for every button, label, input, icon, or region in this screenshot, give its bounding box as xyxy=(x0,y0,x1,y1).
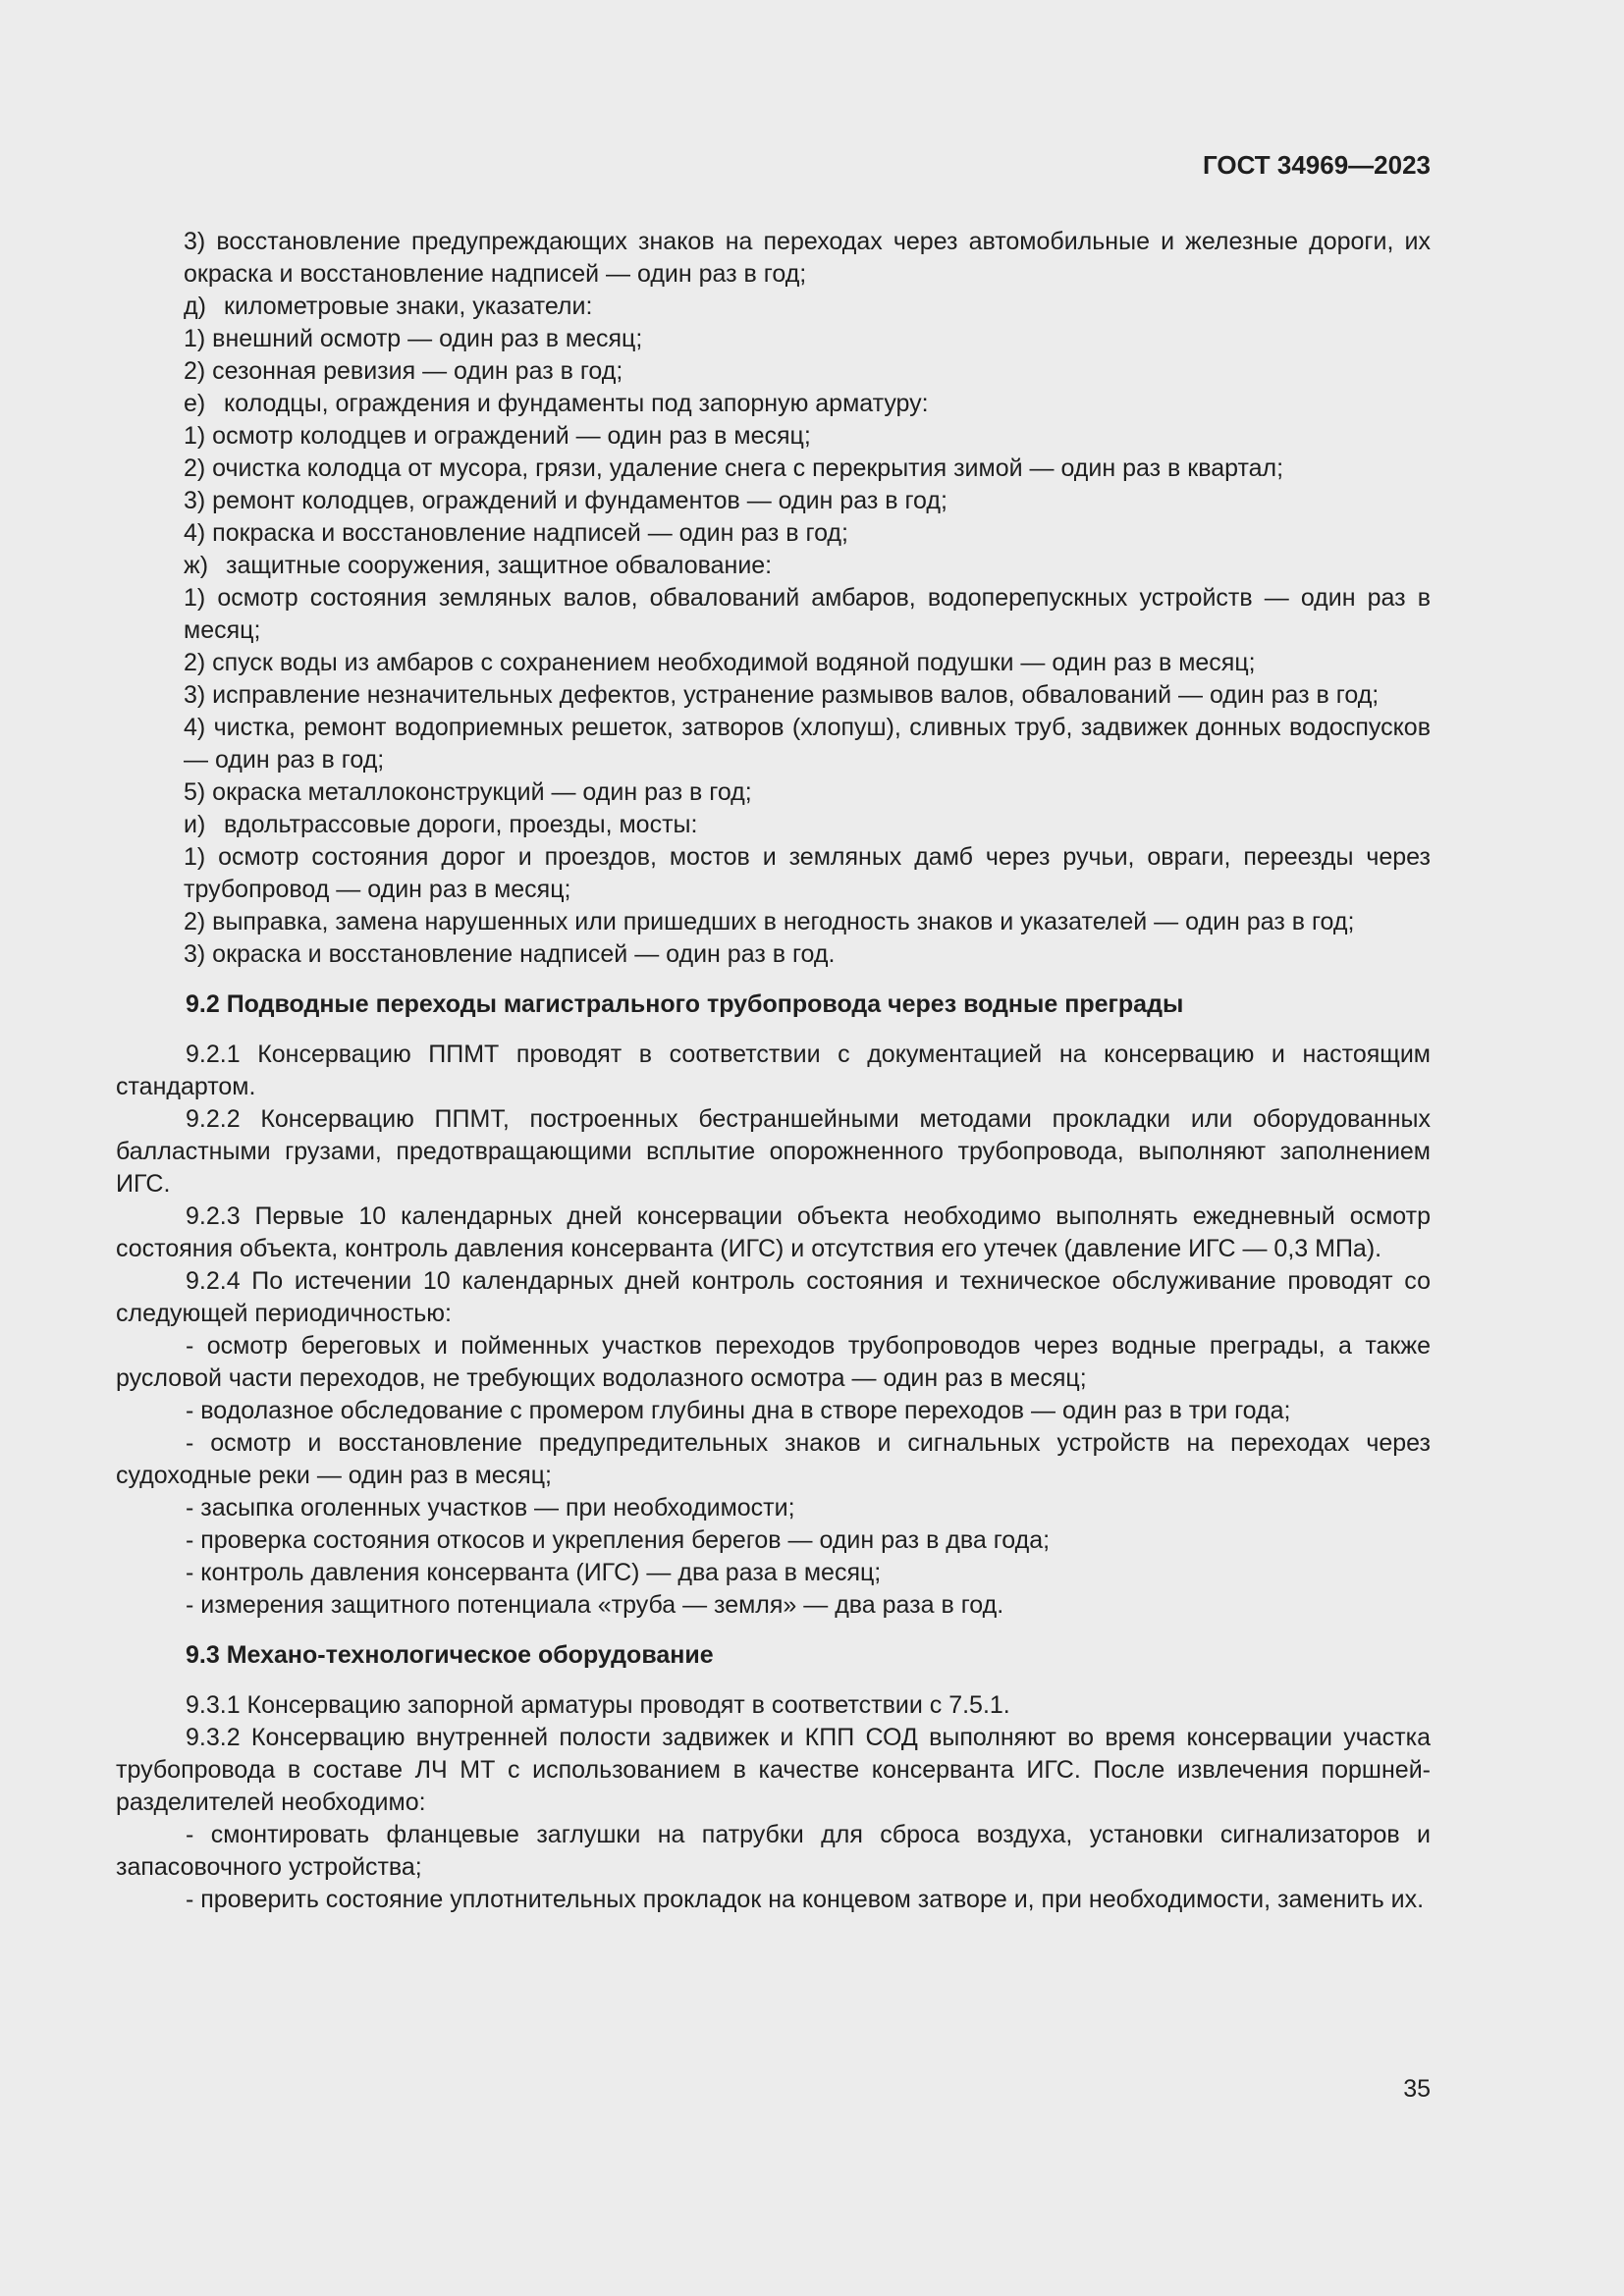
dash-item: - проверить состояние уплотнительных прокладок на концевом затворе и, при необходимости, заменить их. xyxy=(186,1886,1425,1913)
dash-item: - проверка состояния откосов и укрепления берегов — один раз в два года; xyxy=(186,1526,1051,1554)
list-zh-title xyxy=(116,550,1431,582)
dash-item: - смонтировать фланцевые заглушки на патрубки для сброса воздуха, установки сигнализаторов и запасовочного устройства; xyxy=(116,1821,1431,1881)
list-i-title xyxy=(116,809,1431,841)
document-header: ГОСТ 34969—2023 xyxy=(1203,150,1431,180)
list-e-title xyxy=(116,388,1431,420)
list-zh-item-1: 1) осмотр состояния земляных валов, обвалований амбаров, водоперепускных устройств — один раз в месяц; xyxy=(184,584,1431,644)
paragraph-9-2-3: 9.2.3 Первые 10 календарных дней консервации объекта необходимо выполнять ежедневный осмотр состояния объекта, контроль давления консерванта (ИГС) и отсутствия его утечек (давление ИГС — 0,3 МПа). xyxy=(116,1202,1431,1262)
paragraph-9-3-1: 9.3.1 Консервацию запорной арматуры проводят в соответствии с 7.5.1. xyxy=(186,1691,1010,1719)
list-i-item-3: 3) окраска и восстановление надписей — один раз в год. xyxy=(184,940,836,968)
list-e-item-2: 2) очистка колодца от мусора, грязи, удаление снега с перекрытия зимой — один раз в квартал; xyxy=(184,454,1284,482)
section-heading-9-3: 9.3 Механо-технологическое оборудование xyxy=(186,1641,714,1669)
list-i-item-1: 1) осмотр состояния дорог и проездов, мостов и земляных дамб через ручьи, овраги, переезды через трубопровод — один раз в месяц; xyxy=(184,843,1431,903)
dash-item: - измерения защитного потенциала «труба — земля» — два раза в год. xyxy=(186,1591,1004,1619)
list-marker: д) xyxy=(184,293,206,320)
list-e-item-3: 3) ремонт колодцев, ограждений и фундаментов — один раз в год; xyxy=(184,487,947,514)
list-e-item-4: 4) покраска и восстановление надписей — один раз в год; xyxy=(184,519,848,547)
paragraph-9-2-4: 9.2.4 По истечении 10 календарных дней контроль состояния и техническое обслуживание проводят со следующей периодичностью: xyxy=(116,1267,1431,1327)
dash-item: - осмотр и восстановление предупредительных знаков и сигнальных устройств на переходах через судоходные реки — один раз в месяц; xyxy=(116,1429,1431,1489)
page-number: 35 xyxy=(1403,2075,1431,2103)
list-title: колодцы, ограждения и фундаменты под запорную арматуру: xyxy=(224,390,929,417)
list-d-item-2: 2) сезонная ревизия — один раз в год; xyxy=(184,357,623,385)
list-d-item-1: 1) внешний осмотр — один раз в месяц; xyxy=(184,325,643,352)
dash-item: - осмотр береговых и пойменных участков переходов трубопроводов через водные преграды, а также русловой части переходов, не требующих водолазного осмотра — один раз в месяц; xyxy=(116,1332,1431,1392)
list-title: километровые знаки, указатели: xyxy=(224,293,593,320)
dash-item: - контроль давления консерванта (ИГС) — два раза в месяц; xyxy=(186,1559,882,1586)
list-title: защитные сооружения, защитное обвалование: xyxy=(226,552,773,579)
list-e-item-1: 1) осмотр колодцев и ограждений — один раз в месяц; xyxy=(184,422,811,450)
paragraph-9-2-1: 9.2.1 Консервацию ППМТ проводят в соответствии с документацией на консервацию и настоящим стандартом. xyxy=(116,1041,1431,1100)
list-title: вдольтрассовые дороги, проезды, мосты: xyxy=(224,811,698,838)
list-zh-item-5: 5) окраска металлоконструкций — один раз в год; xyxy=(184,778,752,806)
list-d-title xyxy=(116,291,1431,323)
list-marker: е) xyxy=(184,390,206,417)
list-marker: ж) xyxy=(184,552,209,579)
list-zh-item-4: 4) чистка, ремонт водоприемных решеток, затворов (хлопуш), сливных труб, задвижек донных водоспусков — один раз в год; xyxy=(184,714,1431,774)
section-heading-9-2: 9.2 Подводные переходы магистрального трубопровода через водные преграды xyxy=(186,990,1184,1018)
list-i-item-2: 2) выправка, замена нарушенных или пришедших в негодность знаков и указателей — один раз в год; xyxy=(184,908,1355,935)
list-item-c3: 3) восстановление предупреждающих знаков на переходах через автомобильные и железные дороги, их окраска и восстановление надписей — один раз в год; xyxy=(184,228,1431,288)
paragraph-9-2-2: 9.2.2 Консервацию ППМТ, построенных бестраншейными методами прокладки или оборудованных балластными грузами, предотвращающими всплытие опорожненного трубопровода, выполняют заполнением ИГС. xyxy=(116,1105,1431,1198)
paragraph-9-3-2: 9.3.2 Консервацию внутренней полости задвижек и КПП СОД выполняют во время консервации участка трубопровода в составе ЛЧ МТ с использованием в качестве консерванта ИГС. После извлечения поршней-разделителей необходимо: xyxy=(116,1724,1431,1816)
list-marker: и) xyxy=(184,811,206,838)
dash-item: - водолазное обследование с промером глубины дна в створе переходов — один раз в три года; xyxy=(186,1397,1291,1424)
dash-item: - засыпка оголенных участков — при необходимости; xyxy=(186,1494,795,1522)
document-page xyxy=(116,145,1431,1916)
list-zh-item-3: 3) исправление незначительных дефектов, устранение размывов валов, обвалований — один раз в год; xyxy=(184,681,1380,709)
list-zh-item-2: 2) спуск воды из амбаров с сохранением необходимой водяной подушки — один раз в месяц; xyxy=(184,649,1256,676)
